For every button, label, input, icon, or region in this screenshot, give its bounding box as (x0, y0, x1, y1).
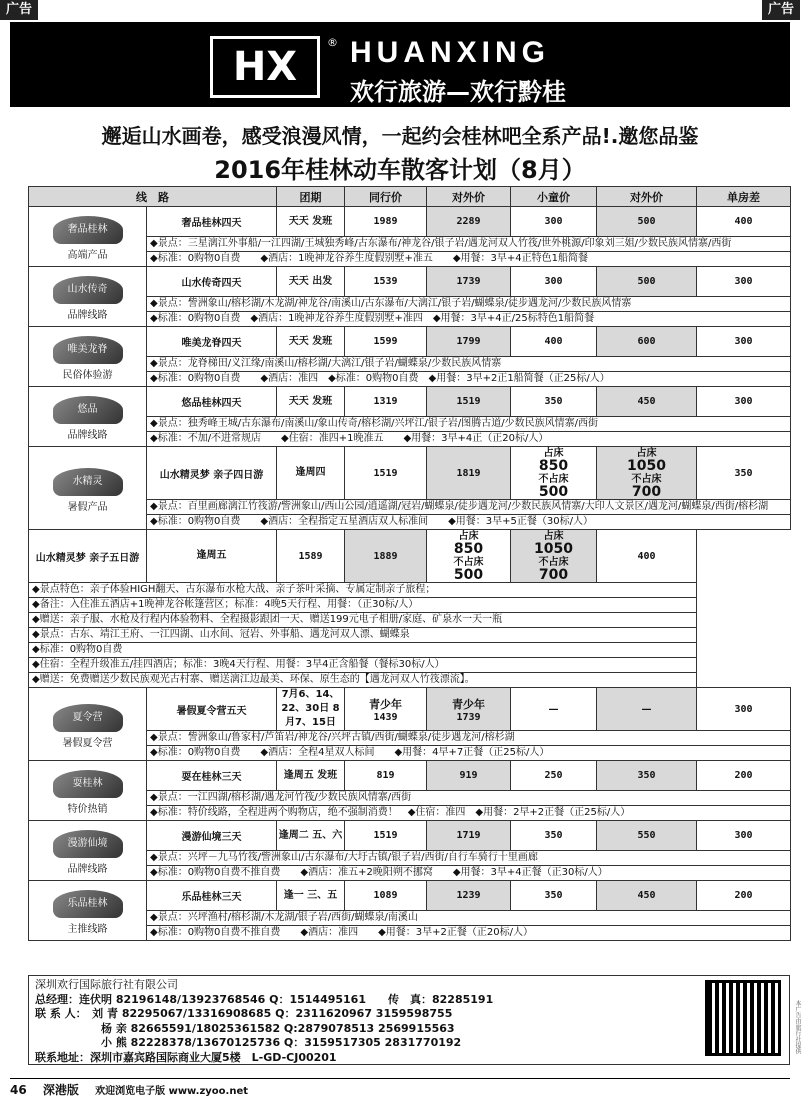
tour-detail: ◆景点：龙脊梯田/义江缘/南溪山/榕杉湖/大漓江/银子岩/蝴蝶泉/少数民族风情寨 (147, 357, 791, 372)
tour-logo-icon: 水精灵 (53, 468, 123, 496)
bed-price: 850 (538, 458, 569, 474)
header-peer-price: 同行价 (345, 187, 427, 207)
tour-detail: ◆景点：訾洲象山/鲁家村/芦笛岩/神龙谷/兴坪古镇/西街/蝴蝶泉/徒步遇龙河/榕杉湖 (147, 731, 791, 746)
tour-schedule: 7月6、14、22、30日 8月7、15日 (277, 688, 345, 731)
tour-schedule: 天天 发班 (277, 207, 345, 237)
tour-detail: ◆标准：0购物0自费 ◆酒店：1晚神龙谷养生度假别墅+准四 ◆用餐：3早+4正/25标特色1船简餐 (147, 312, 791, 327)
tour-schedule: 逢周四 (277, 447, 345, 500)
bed-label: 占床 (458, 531, 479, 542)
tour-detail: ◆景点：百里画廊漓江竹筏游/訾洲象山/西山公园/逍遥湖/冠岩/蝴蝶泉/徒步遇龙河/少数民族风情寨/大印人文景区/遇龙河/蝴蝶泉/西街/榕杉湖 (147, 500, 791, 515)
tour-detail: ◆景点：三星漓江外事船/一江四湖/王城独秀峰/古东瀑布/神龙谷/银子岩/遇龙河双人竹筏/世外桃源/印象刘三姐/少数民族风情寨/西街 (147, 237, 791, 252)
tour-row (29, 207, 791, 237)
nobed-label: 不占床 (631, 474, 662, 485)
peer-price: 1089 (345, 881, 427, 911)
brand-name-cn: 欢行旅游—欢行黔桂 (350, 78, 566, 106)
tour-detail: ◆标准：0购物0自费 ◆酒店：1晚神龙谷养生度假别墅+准五 ◆用餐：3早+4正特色1船简餐 (147, 252, 791, 267)
tour-name: 山水传奇四天 (147, 267, 277, 297)
tour-logo-icon: 乐品桂林 (53, 890, 123, 918)
category-label: 特价热销 (67, 804, 108, 815)
category-cell (29, 881, 147, 941)
tour-detail: ◆景点特色：亲子体验HIGH翻天、古东瀑布水枪大战、亲子茶叶采摘、专属定制亲子旅程； (29, 583, 697, 598)
category-label: 品牌线路 (67, 430, 108, 441)
single-supplement: 300 (697, 688, 791, 731)
nobed-label: 不占床 (538, 474, 569, 485)
nobed-price: 700 (631, 484, 662, 500)
category-cell (29, 821, 147, 881)
tour-logo-icon: 耍桂林 (53, 770, 123, 798)
table-header (29, 187, 791, 207)
price-label: 青少年 (452, 697, 485, 711)
contact-person-3: 小 熊 82228378/13670125736 Q：3159517305 2831770192 (35, 1036, 462, 1049)
tour-schedule: 逢一 三、五 (277, 881, 345, 911)
tour-detail: ◆标准：0购物0自费不推自费 ◆酒店：准五+2晚阳朔不挪窝 ◆用餐：3早+4正餐（正30标/人） (147, 866, 791, 881)
peer-price: 1519 (345, 821, 427, 851)
bed-price: 1050 (627, 458, 666, 474)
child-price: 350 (511, 881, 597, 911)
child-price: 300 (511, 267, 597, 297)
bed-label: 占床 (543, 448, 564, 459)
category-label: 高端产品 (67, 250, 108, 261)
peer-price: 1989 (345, 207, 427, 237)
peer-price: 1519 (345, 447, 427, 500)
category-label: 民俗体验游 (62, 370, 113, 381)
header-route: 线 路 (29, 187, 277, 207)
single-supplement: 400 (597, 530, 697, 583)
peer-price: 1539 (345, 267, 427, 297)
child-price: 350 (511, 821, 597, 851)
tour-detail: ◆标准：0购物0自费 (29, 643, 697, 658)
tour-name: 漫游仙境三天 (147, 821, 277, 851)
contact-person-2: 杨 亲 82665591/18025361582 Q:2879078513 2569915563 (35, 1021, 455, 1035)
tour-name: 奢品桂林四天 (147, 207, 277, 237)
tour-detail: ◆备注：入住准五酒店+1晚神龙谷帐篷营区；标准：4晚5天行程、用餐：（正30标/人） (29, 598, 697, 613)
category-cell (29, 447, 147, 530)
tour-row (29, 530, 791, 583)
tour-detail: ◆标准：0购物0自费 ◆酒店：全程指定五星酒店双人标准间 ◆用餐：3早+5正餐（30标/人） (147, 515, 791, 530)
single-supplement: 300 (697, 327, 791, 357)
tour-schedule: 逢周五 发班 (277, 761, 345, 791)
retail-price: 919 (427, 761, 511, 791)
peer-price (345, 688, 427, 731)
single-supplement: 350 (697, 447, 791, 500)
tour-detail-row (29, 673, 791, 688)
tour-logo-icon: 唯美龙脊 (53, 336, 123, 364)
child-price: — (511, 688, 597, 731)
tour-detail: ◆住宿：全程升级准五/挂四酒店；标准：3晚4天行程、用餐：3早4正含船餐（餐标30标/人） (29, 658, 697, 673)
header-schedule: 团期 (277, 187, 345, 207)
category-cell (29, 267, 147, 327)
category-cell (29, 688, 147, 761)
child-price: 250 (511, 761, 597, 791)
tour-detail-row (29, 628, 791, 643)
category-label: 品牌线路 (67, 310, 108, 321)
tour-price-table (28, 186, 791, 941)
price-value: 1739 (456, 711, 481, 723)
tour-logo-icon: 夏令营 (53, 704, 123, 732)
side-note: 本广告由旅行社提供 (794, 1000, 801, 1054)
tour-logo-icon: 悠品 (53, 396, 123, 424)
tour-row (29, 447, 791, 500)
brand-name-en: HUANXING (350, 36, 551, 69)
child-retail: 600 (597, 327, 697, 357)
retail-price: 1719 (427, 821, 511, 851)
child-retail: — (597, 688, 697, 731)
child-price: 300 (511, 207, 597, 237)
retail-price: 1519 (427, 387, 511, 417)
price-label: 青少年 (369, 697, 402, 711)
tour-detail: ◆赠送：亲子服、水枪及行程内体验物料、全程摄影跟团一天、赠送199元电子相册/家庭、矿泉水一天一瓶 (29, 613, 697, 628)
retail-price: 1239 (427, 881, 511, 911)
tour-row (29, 761, 791, 791)
brand-banner (10, 22, 790, 107)
registered-mark: ® (327, 36, 338, 49)
retail-price (427, 688, 511, 731)
tour-row (29, 821, 791, 851)
header-retail-price: 对外价 (427, 187, 511, 207)
single-supplement: 400 (697, 207, 791, 237)
tour-detail-row (29, 613, 791, 628)
child-retail (511, 530, 597, 583)
ad-label-left: 广告 (0, 0, 38, 20)
child-retail (597, 447, 697, 500)
tour-logo-icon: 漫游仙境 (53, 830, 123, 858)
nobed-price: 500 (538, 484, 569, 500)
tour-detail-row (29, 643, 791, 658)
qr-code-icon (705, 980, 781, 1056)
tour-detail: ◆标准：0购物0自费 ◆酒店：全程4星双人标间 ◆用餐：4早+7正餐（正25标/人） (147, 746, 791, 761)
tour-detail: ◆赠送：免费赠送少数民族观光古村寨、赠送漓江边最美、环保、原生态的【遇龙河双人竹筏漂流】。 (29, 673, 697, 688)
tour-name: 乐品桂林三天 (147, 881, 277, 911)
header-child-retail: 对外价 (597, 187, 697, 207)
tour-detail: ◆景点：兴坪渔村/榕杉湖/木龙湖/银子岩/西街/蝴蝶泉/南溪山 (147, 911, 791, 926)
child-price (511, 447, 597, 500)
retail-price: 1799 (427, 327, 511, 357)
header-single-supplement: 单房差 (697, 187, 791, 207)
subtitle: 邂逅山水画卷，感受浪漫风情，一起约会桂林吧全系产品!.邀您品鉴 (101, 124, 699, 148)
nobed-label: 不占床 (538, 557, 569, 568)
category-label: 暑假夏令营 (62, 737, 113, 749)
single-supplement: 200 (697, 761, 791, 791)
category-cell (29, 761, 147, 821)
peer-price: 1589 (277, 530, 345, 583)
bed-price: 850 (453, 541, 484, 557)
single-supplement: 300 (697, 821, 791, 851)
company-name: 深圳欢行国际旅行社有限公司 (35, 978, 178, 991)
child-retail: 450 (597, 881, 697, 911)
nobed-label: 不占床 (453, 557, 484, 568)
child-retail: 350 (597, 761, 697, 791)
tour-detail-row (29, 598, 791, 613)
tour-detail-row (29, 583, 791, 598)
tour-row (29, 387, 791, 417)
single-supplement: 300 (697, 267, 791, 297)
tour-row (29, 267, 791, 297)
child-retail: 450 (597, 387, 697, 417)
peer-price: 1319 (345, 387, 427, 417)
tour-row (29, 881, 791, 911)
tour-detail-row (29, 658, 791, 673)
child-price (427, 530, 511, 583)
retail-price: 1739 (427, 267, 511, 297)
contact-footer (28, 975, 790, 1065)
tour-name: 悠品桂林四天 (147, 387, 277, 417)
retail-price: 2289 (427, 207, 511, 237)
contact-address: 联系地址：深圳市嘉宾路国际商业大厦5楼 L-GD-CJ00201 (35, 1050, 337, 1064)
tour-schedule: 天天 发班 (277, 327, 345, 357)
price-value: 1439 (373, 711, 398, 723)
category-label: 品牌线路 (67, 864, 108, 875)
hx-logo-icon: HX (210, 36, 320, 98)
tour-detail: ◆标准：0购物0自费不推自费 ◆酒店：准四 ◆用餐：3早+2正餐（正20标/人） (147, 926, 791, 941)
tour-schedule: 逢周五 (147, 530, 277, 583)
tour-detail: ◆景点：兴坪－九马竹筏/訾洲象山/古东瀑布/大圩古镇/银子岩/西街/自行车骑行十里画廊 (147, 851, 791, 866)
tour-logo-icon: 奢品桂林 (53, 216, 123, 244)
tour-detail: ◆景点：訾洲象山/榕杉湖/木龙湖/神龙谷/南溪山/古东瀑布/大漓江/银子岩/蝴蝶泉/徒步遇龙河/少数民族风情寨 (147, 297, 791, 312)
page-title: 2016年桂林动车散客计划（8月） (214, 156, 586, 184)
edition-label: 深港版 (42, 1083, 79, 1097)
contact-manager: 总经理：连伏明 82196148/13923768546 Q：1514495161 传 真：82285191 (35, 992, 494, 1006)
child-retail: 500 (597, 207, 697, 237)
child-price: 350 (511, 387, 597, 417)
tour-row (29, 327, 791, 357)
retail-price: 1819 (427, 447, 511, 500)
tour-detail: ◆景点：独秀峰王城/古东瀑布/南溪山/象山传奇/榕杉湖/兴坪江/银子岩/图腾古道/少数民族风情寨/西街 (147, 417, 791, 432)
tour-detail: ◆标准：特价线路，全程进两个购物店，绝不强制消费！ ◆住宿：准四 ◆用餐：2早+2正餐（正25标/人） (147, 806, 791, 821)
tour-detail: ◆景点：一江四湖/榕杉湖/遇龙河竹筏/少数民族风情寨/西街 (147, 791, 791, 806)
single-supplement: 300 (697, 387, 791, 417)
website-link[interactable]: 欢迎浏览电子版 www.zyoo.net (95, 1086, 249, 1097)
bed-label: 占床 (636, 448, 657, 459)
nobed-price: 700 (538, 567, 569, 583)
tour-name: 唯美龙脊四天 (147, 327, 277, 357)
tour-logo-icon: 山水传奇 (53, 276, 123, 304)
single-supplement: 200 (697, 881, 791, 911)
retail-price: 1889 (345, 530, 427, 583)
child-retail: 550 (597, 821, 697, 851)
child-price: 400 (511, 327, 597, 357)
tour-row (29, 688, 791, 731)
tour-schedule: 天天 出发 (277, 267, 345, 297)
category-cell (29, 327, 147, 387)
tour-detail: ◆景点：古东、靖江王府、一江四湖、山水间、冠岩、外事船、遇龙河双人漂、蝴蝶泉 (29, 628, 697, 643)
tour-detail: ◆标准：0购物0自费 ◆酒店：准四 ◆标准：0购物0自费 ◆用餐：3早+2正1船简餐（正25标/人） (147, 372, 791, 387)
tour-name: 暑假夏令营五天 (147, 688, 277, 731)
tour-name: 山水精灵梦 亲子四日游 (147, 447, 277, 500)
category-cell (29, 207, 147, 267)
child-retail: 500 (597, 267, 697, 297)
ad-label-right: 广告 (762, 0, 800, 20)
nobed-price: 500 (453, 567, 484, 583)
category-label: 暑假产品 (67, 501, 108, 513)
category-cell (29, 387, 147, 447)
tour-schedule: 逢周二 五、六 (277, 821, 345, 851)
tour-name: 山水精灵梦 亲子五日游 (29, 530, 147, 583)
tour-name: 耍在桂林三天 (147, 761, 277, 791)
header-child-price: 小童价 (511, 187, 597, 207)
tour-detail: ◆标准：不加/不进常规店 ◆住宿：准四+1晚准五 ◆用餐：3早+4正（正20标/人） (147, 432, 791, 447)
peer-price: 819 (345, 761, 427, 791)
contact-person-1: 联 系 人： 刘 青 82295067/13316908685 Q：2311620967 3159598755 (35, 1007, 453, 1020)
page-footer (10, 1078, 790, 1100)
bed-label: 占床 (543, 531, 564, 542)
category-label: 主推线路 (67, 924, 108, 935)
peer-price: 1599 (345, 327, 427, 357)
bed-price: 1050 (534, 541, 573, 557)
tour-schedule: 天天 发班 (277, 387, 345, 417)
page-number: 46 (10, 1083, 27, 1097)
